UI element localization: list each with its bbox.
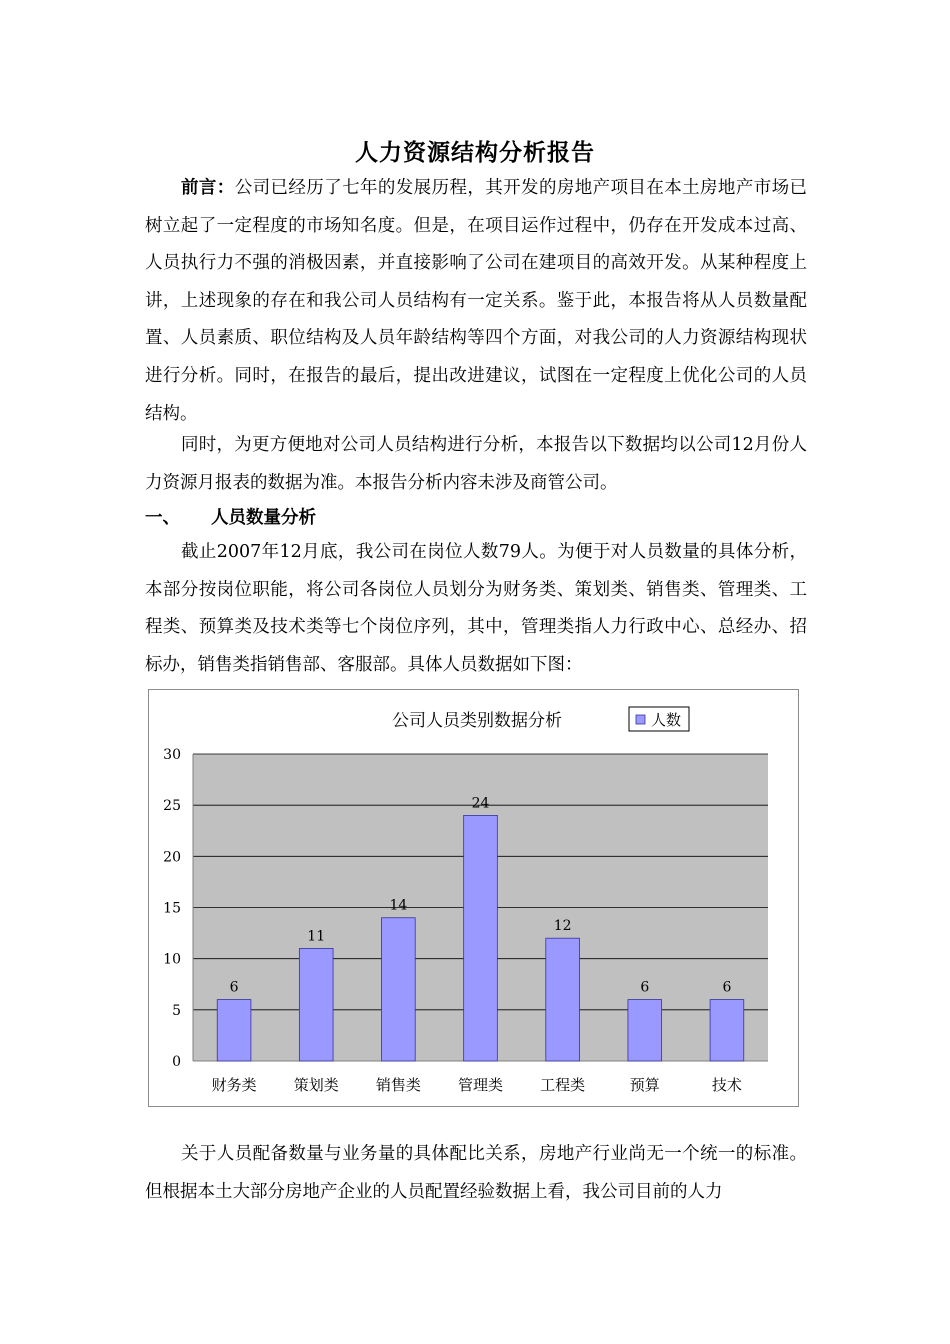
data-label: 12 [553, 918, 572, 935]
bar [710, 1000, 744, 1061]
x-tick-label: 工程类 [540, 1076, 586, 1094]
intro-label: 前言： [181, 178, 235, 198]
data-label: 6 [229, 979, 239, 996]
chart-legend [629, 707, 689, 731]
intro-paragraph [145, 170, 807, 433]
data-label: 24 [471, 795, 490, 812]
x-tick-label: 预算 [629, 1076, 660, 1094]
legend-label: 人数 [651, 711, 682, 729]
bar [464, 815, 498, 1061]
section-title: 人员数量分析 [211, 508, 316, 528]
bar [382, 918, 416, 1061]
x-tick-label: 销售类 [375, 1076, 421, 1094]
data-label: 11 [307, 928, 326, 945]
x-tick-label: 管理类 [457, 1076, 504, 1094]
legend-swatch [636, 715, 645, 724]
data-label: 6 [640, 979, 650, 996]
y-tick-label: 0 [172, 1054, 181, 1070]
bar [628, 1000, 662, 1061]
headcount-paragraph: 截止2007年12月底，我公司在岗位人数79人。为便于对人员数量的具体分析，本部分按岗位职能，将公司各岗位人员划分为财务类、策划类、销售类、管理类、工程类、预算类及技术类等七个岗位序列，其中，管理类指人力行政中心、总经办、招标办，销售类指销售部、客服部。具体人员数据如下图： [145, 542, 807, 675]
data-source-paragraph: 同时，为更方便地对公司人员结构进行分析，本报告以下数据均以公司12月份人力资源月报表的数据为准。本报告分析内容未涉及商管公司。 [145, 435, 807, 493]
y-tick-label: 15 [163, 900, 181, 917]
y-tick-label: 30 [163, 747, 181, 763]
bar [299, 948, 333, 1061]
x-tick-label: 策划类 [293, 1076, 339, 1094]
y-tick-label: 5 [172, 1002, 181, 1019]
document-title: 人力资源结构分析报告 [355, 139, 595, 166]
y-tick-label: 10 [163, 951, 181, 968]
data-label: 14 [389, 897, 408, 914]
y-tick-label: 25 [163, 798, 181, 815]
chart-container [148, 689, 799, 1107]
chart-title: 公司人员类别数据分析 [392, 711, 562, 731]
data-label: 6 [722, 979, 732, 996]
bar-chart [149, 690, 800, 1108]
section-heading [145, 503, 316, 533]
x-tick-label: 财务类 [211, 1076, 257, 1094]
intro-text: 公司已经历了七年的发展历程，其开发的房地产项目在本土房地产市场已树立起了一定程度的市场知名度。但是，在项目运作过程中，仍存在开发成本过高、人员执行力不强的消极因素，并直接影响了公司在建项目的高效开发。从某种程度上讲，上述现象的存在和我公司人员结构有一定关系。鉴于此，本报告将从人员数量配置、人员素质、职位结构及人员年龄结构等四个方面，对我公司的人力资源结构现状进行分析。同时，在报告的最后，提出改进建议，试图在一定程度上优化公司的人员结构。 [145, 178, 808, 424]
y-tick-label: 20 [163, 849, 181, 866]
bar [546, 938, 580, 1061]
x-tick-label: 技术 [711, 1076, 742, 1094]
section-number: 一、 [145, 508, 180, 528]
bar [217, 1000, 251, 1061]
conclusion-paragraph: 关于人员配备数量与业务量的具体配比关系，房地产行业尚无一个统一的标准。但根据本土大部分房地产企业的人员配置经验数据上看，我公司目前的人力 [145, 1144, 807, 1202]
